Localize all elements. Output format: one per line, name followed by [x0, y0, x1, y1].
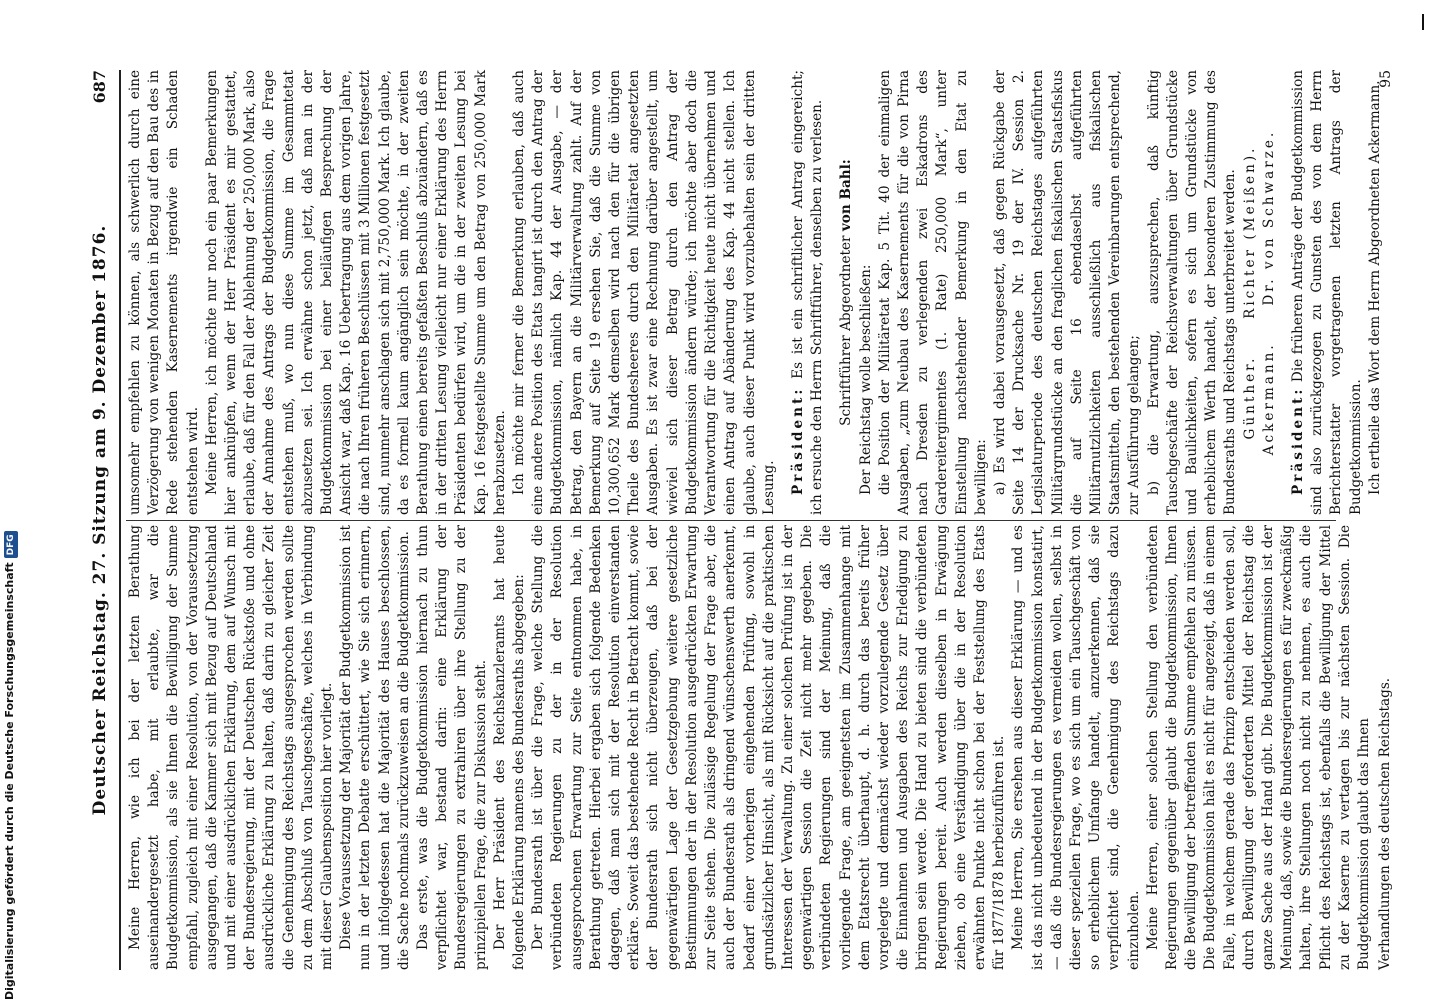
page-number: 687 [90, 70, 109, 104]
left-column [126, 525, 1394, 970]
dfg-logo-icon: DFG [4, 531, 18, 558]
signature-line [1260, 70, 1279, 515]
paragraph: Ich ertheile das Wort dem Herrn Abgeordneten Ackermann. [1366, 80, 1383, 495]
header-rule [119, 70, 121, 970]
signature: Günther. [1241, 355, 1258, 440]
paragraph: Der Herr Präsident des Reichskanzleramts hat heute folgende Erklärung namens des Bundesraths abgegeben: [491, 525, 528, 970]
paragraph: Der Reichstag wolle beschließen: [857, 264, 874, 495]
sidebar-credit [3, 534, 17, 1000]
paragraph: Meine Herren, einer solchen Stellung den verbündeten Regierungen gegenüber glaubt die Budgetkommission, Ihnen die Bewilligung der betreffenden Summe empfehlen zu müssen. Die Budgetkommission hält es nicht für angezeigt, daß in einem Falle, in welchem gerade das Prinzip entschieden werden soll, durch Bewilligung der geforderten Mittel der Reichstag die ganze Sache aus der Hand gibt. Die Budgetkommission ist der Meinung, daß, sowie die Bundesregierungen es für zweckmäßig halten, ihre Stellungen noch nicht zu nehmen, es auch die Pflicht des Reichstags ist, ebenfalls die Bewilligung der Mittel zu der Kaserne zu vertagen bis zur nächsten Session. Die Budgetkommission glaubt das Ihnen [1144, 525, 1372, 970]
paragraph: Meine Herren, wie ich bei der letzten Berathung auseinandergesetzt habe, mit erlaubte, war die Budgetkommission, als sie Ihnen die Bewilligung der Summe empfahl, zugleich mit einer Resolution, von der Voraussetzung ausgegangen, daß die Kammer sich mit Bezug auf Deutschland und mit einer ausdrücklichen Erklärung, dem auf Wunsch mit der Bundesregierung, mit der Deutschen Rückstoße und ohne ausdrückliche Erklärung zu halten, daß darin zu gleicher Zeit die Genehmigung des Reichstags ausgesprochen werden sollte zu dem Abschluß von Tauschgeschäfte, welches in Verbindung mit dieser Glaubensposition hier vorliegt. [127, 525, 336, 970]
spacer [1279, 70, 1289, 515]
spacer [827, 70, 837, 515]
paragraph [837, 70, 856, 515]
header-title: Deutscher Reichstag. 27. Sitzung am 9. Dezember 1876. [90, 224, 110, 816]
speech-text: Es ist ein schriftlicher Antrag eingereicht; ich ersuche den Herrn Schriftführer, denselben zu verlesen. [789, 69, 826, 515]
speaker-role: Schriftführer Abgeordneter [838, 235, 855, 426]
speaker-label: Präsident: [1289, 386, 1306, 495]
page-header [88, 70, 118, 970]
paragraph: Meine Herren, ich möchte nur noch ein paar Bemerkungen hier anknüpfen, wenn der Herr Präsident es mir gestattet, erlaube, daß für den Fall der Ablehnung der 250,000 Mark, also der Annahme des Antrags der Budgetkommission, die Frage entstehen muß, wo nun diese Summe im Gesammtetat abzusetzen sei. Ich erwähne schon jetzt, daß man in der Budgetkommission bei einer beiläufigen Besprechung der Ansicht war, daß Kap. 16 Uebertragung aus dem vorigen Jahre, die nach Ihren früheren Beschlüssen mit 3 Millionen festgesetzt sind, nunmehr anschlagen sich mit 2,750,000 Mark. Ich glaube, da es formell kaum angänglich sein möchte, in der zweiten Berathung einen bereits gefaßten Beschluß abzuändern, daß es in der dritten Lesung vielleicht nur einer Erklärung des Herrn Präsidenten bedürfen wird, um die in der zweiten Lesung bei Kap. 16 festgestellte Summe um den Betrag von 250,000 Mark herabzusetzen. [203, 70, 508, 515]
paragraph [789, 70, 827, 515]
paragraph: Ich möchte mir ferner die Bemerkung erlauben, daß auch eine andere Position des Etats tangirt ist durch den Antrag der Budgetkommission, nämlich Kap. 44 der Ausgabe, — der Betrag, den Bayern an die Militärverwaltung zahlt. Auf der Bemerkung auf Seite 19 ersehen Sie, daß die Summe von 10,300,652 Mark demselben wird nach den für die übrigen Theile des Bundesheeres durch den Militäretat angesetzten Ausgaben. Es ist zwar eine Rechnung darüber angestellt, um wieviel sich dieser Betrag durch den Antrag der Budgetkommission ändern würde; ich möchte aber doch die Verantwortung für die Richtigkeit heute nicht übernehmen und einen Antrag auf Abänderung des Kap. 44 nicht stellen. Ich glaube, auch dieser Punkt wird vorzubehalten sein der dritten Lesung. [511, 70, 777, 515]
signature: Ackermann. [1260, 342, 1277, 456]
speech-text: Die früheren Anträge der Budgetkommission sind also zurückgezogen zu Gunsten des von dem Herrn Berichterstatter vorgetragenen letzten Antrags der Budgetkommission. [1289, 69, 1364, 515]
spacer [779, 70, 789, 515]
sidebar-credit-text: Digitalisierung gefördert durch die Deutsche Forschungsgemeinschaft [3, 562, 16, 1000]
right-column [126, 69, 1383, 515]
paragraph: Diese Voraussetzung der Majorität der Budgetkommission ist nun in der letzten Debatte erschüttert, wie Sie sich erinnern, und infolgedessen hat die Majorität des Hauses beschlossen, die Sache nochmals zurückzuweisen an die Budgetkommission. [338, 525, 412, 970]
paragraph: Das erste, was die Budgetkommission hiernach zu thun verpflichtet war, bestand darin: eine Erklärung der Bundesregierungen zu extrahiren über ihre Stellung zu der prinzipiellen Frage, die zur Diskussion steht. [415, 525, 489, 970]
signature-line [1241, 70, 1260, 515]
paragraph: a) Es wird dabei vorausgesetzt, daß gegen Rückgabe der Seite 14 der Drucksache Nr. 19 der IV. Session 2. Legislaturperiode des deutschen Reichstages aufgeführten Militärgrundstücke an den fraglichen fiskalischen Staatsfiskus die auf Seite 16 ebendaselbst aufgeführten Militärnutzlichkeiten ausschließlich aus fiskalischen Staatsmitteln, den bestehenden Vereinbarungen entsprechend, zur Ausführung gelangen; [991, 70, 1143, 515]
digitization-sidebar [0, 0, 20, 1000]
signature: Dr. von Schwarze. [1260, 129, 1277, 306]
paragraph: umsomehr empfehlen zu können, als schwerlich durch eine Verzögerung von wenigen Monaten in Bezug auf den Bau des in Rede stehenden Kasernements irgendwie ein Schaden entstehen wird. [127, 70, 201, 515]
paragraph [1289, 70, 1366, 515]
footer-page-number: 95 [1378, 70, 1394, 88]
speaker-label: Präsident: [789, 386, 806, 495]
corner-mark [1422, 14, 1424, 30]
paragraph: b) die Erwartung, auszusprechen, daß künftig Tauschgeschäfte der Reichsverwaltungen über Grundstücke und Baulichkeiten, sofern es sich um Grundstücke von erheblichem Werth handelt, der besonderen Zustimmung des Bundesraths und Reichstags unterbreitet werden. [1145, 70, 1239, 515]
speaker-name: von Bahl: [838, 159, 855, 232]
paragraph: Meine Herren, Sie ersehen aus dieser Erklärung — und es ist das nicht unbedeutend in der Budgetkommission konstatirt, — daß die Bundesregierungen es vermeiden wollen, selbst in dieser speziellen Frage, wo es sich um ein Tauschgeschäft von so erheblichem Umfange handelt, anzuerkennen, daß sie verpflichtet sind, die Genehmigung des Reichstags dazu einzuholen. [1010, 525, 1142, 970]
paragraph: Der Bundesrath ist über die Frage, welche Stellung die verbündeten Regierungen zu der in der Resolution ausgesprochenen Erwartung zur Seite entnommen habe, in Berathung getreten. Hierbei ergaben sich folgende Bedenken dagegen, daß man sich mit der Resolution einverstanden erkläre. Soweit das bestehende Recht in Betracht kommt, sowie der Bundesrath sich nicht überzeugen, daß bei der gegenwärtigen Lage der Gesetzgebung weitere gesetzliche Bestimmungen der in der Resolution ausgedrückten Erwartung zur Seite stehen. Die zulässige Regelung der Frage aber, die auch der Bundesrath als dringend wünschenswerth anerkennt, bedarf einer vorherigen eingehenden Prüfung, sowohl in grundsätzlicher Hinsicht, als mit Rücksicht auf die praktischen Interessen der Verwaltung. Zu einer solchen Prüfung ist in der gegenwärtigen Session die Zeit nicht mehr gegeben. Die verbündeten Regierungen sind der Meinung, daß die vorliegende Frage, am geeignetsten im Zusammenhange mit dem Etatsrecht überhaupt, d. h. durch das bereits früher vorgelegte und demnächst wieder vorzulegende Gesetz über die Einnahmen und Ausgaben des Reichs zur Erledigung zu bringen sein werde. Die Hand zu bieten sind die verbündeten Regierungen bereit. Auch werden dieselben in Erwägung ziehen, ob eine Verständigung über die in der Resolution erwähnten Punkte nicht schon bei der Feststellung des Etats für 1877/1878 herbeizuführen ist. [530, 525, 1008, 970]
rotated-content [88, 40, 1418, 1000]
paragraph: die Position der Militäretat Kap. 5 Tit. 40 der einmaligen Ausgaben, „zum Neubau des Kasernements für die von Pirna nach Dresden zu verlegenden zwei Eskadrons des Gardereitergimentes (1. Rate) 250,000 Mark“, unter Einstellung nachstehender Bemerkung in den Etat zu bewilligen: [876, 70, 989, 515]
footnote-title: Verhandlungen des deutschen Reichstags. [1377, 677, 1394, 970]
column-divider [126, 520, 1336, 521]
signature: Richter (Meißen). [1241, 145, 1258, 319]
